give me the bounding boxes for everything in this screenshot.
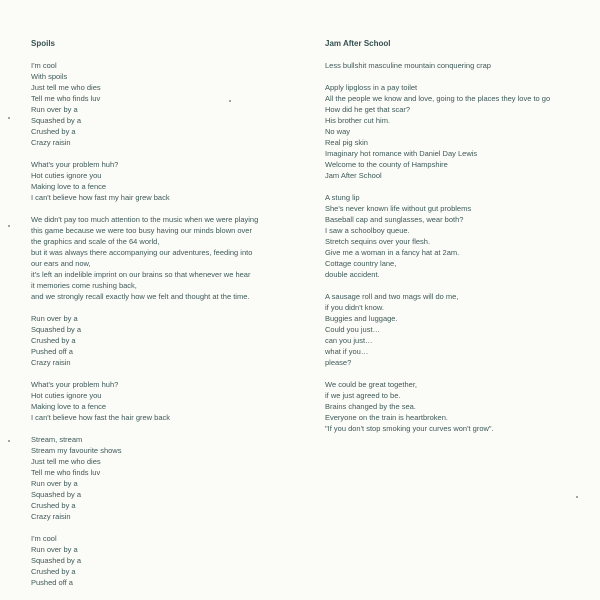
lyric-line: Just tell me who dies: [31, 457, 101, 466]
lyric-line: I'm cool: [31, 61, 57, 70]
lyric-line: What's your problem huh?: [31, 380, 119, 389]
lyric-line: what if you…: [325, 347, 369, 356]
lyric-line: Squashed by a: [31, 116, 82, 125]
lyric-line: Could you just…: [325, 325, 381, 334]
lyric-line: Squashed by a: [31, 490, 82, 499]
lyric-line: if you didn't know.: [325, 303, 384, 312]
right-lyrics-column: [325, 38, 587, 445]
lyric-line: Run over by a: [31, 105, 78, 114]
lyric-line: With spoils: [31, 72, 68, 81]
lyric-line: it's left an indelible imprint on our brains so that whenever we hear: [31, 270, 251, 279]
lyric-line: Crazy raisin: [31, 358, 71, 367]
song-title-jam-after-school: Jam After School: [325, 39, 391, 48]
lyric-line: No way: [325, 127, 351, 136]
lyric-line: Tell me who finds luv: [31, 468, 101, 477]
stanza: [325, 291, 587, 368]
lyric-line: Run over by a: [31, 314, 78, 323]
lyric-line: Buggies and luggage.: [325, 314, 398, 323]
lyric-line: His brother cut him.: [325, 116, 391, 125]
stanza: [325, 379, 587, 434]
lyric-line: Crushed by a: [31, 127, 76, 136]
scan-speck: [8, 117, 10, 119]
lyric-line: please?: [325, 358, 352, 367]
lyric-line: We didn't pay too much attention to the music when we were playing: [31, 215, 259, 224]
lyric-line: I'm cool: [31, 534, 57, 543]
lyric-line: Crushed by a: [31, 336, 76, 345]
scan-speck: [8, 225, 10, 227]
stanza: [31, 313, 293, 368]
scan-speck: [8, 440, 10, 442]
lyric-line: "If you don't stop smoking your curves won't grow".: [325, 424, 494, 433]
lyric-line: A stung lip: [325, 193, 360, 202]
left-stanzas: [31, 60, 293, 588]
lyric-line: double accident.: [325, 270, 380, 279]
stanza: [31, 533, 293, 588]
lyric-line: Give me a woman in a fancy hat at 2am.: [325, 248, 460, 257]
lyric-line: Pushed off a: [31, 578, 73, 587]
lyric-line: Squashed by a: [31, 325, 82, 334]
lyric-line: Crazy raisin: [31, 138, 71, 147]
lyric-line: Real pig skin: [325, 138, 368, 147]
lyric-line: I saw a schoolboy queue.: [325, 226, 410, 235]
lyric-line: our ears and now,: [31, 259, 91, 268]
lyric-line: Hot cuties ignore you: [31, 171, 102, 180]
stanza: [31, 434, 293, 522]
lyric-line: Welcome to the county of Hampshire: [325, 160, 448, 169]
lyric-line: Brains changed by the sea.: [325, 402, 416, 411]
stanza: [31, 379, 293, 423]
lyric-line: Crushed by a: [31, 567, 76, 576]
lyric-line: Making love to a fence: [31, 402, 107, 411]
lyric-line: A sausage roll and two mags will do me,: [325, 292, 459, 301]
lyric-line: it memories come rushing back,: [31, 281, 137, 290]
lyric-line: if we just agreed to be.: [325, 391, 401, 400]
lyric-line: Hot cuties ignore you: [31, 391, 102, 400]
lyric-line: Making love to a fence: [31, 182, 107, 191]
lyric-line: What's your problem huh?: [31, 160, 119, 169]
lyric-line: She's never known life without gut problems: [325, 204, 472, 213]
lyric-line: Stretch sequins over your flesh.: [325, 237, 431, 246]
lyric-line: Everyone on the train is heartbroken.: [325, 413, 448, 422]
lyric-line: Just tell me who dies: [31, 83, 101, 92]
lyric-line: Jam After School: [325, 171, 382, 180]
lyric-line: Run over by a: [31, 545, 78, 554]
stanza: [325, 192, 587, 280]
lyric-line: Imaginary hot romance with Daniel Day Lewis: [325, 149, 478, 158]
lyric-line: Stream my favourite shows: [31, 446, 122, 455]
scan-speck: [576, 496, 578, 498]
lyric-line: Run over by a: [31, 479, 78, 488]
lyric-line: Apply lipgloss in a pay toilet: [325, 83, 418, 92]
lyric-line: I can't believe how fast my hair grew back: [31, 193, 170, 202]
lyric-line: I can't believe how fast the hair grew back: [31, 413, 171, 422]
stanza: [31, 60, 293, 148]
lyric-line: Crazy raisin: [31, 512, 71, 521]
stanza: [31, 159, 293, 203]
lyric-line: We could be great together,: [325, 380, 418, 389]
scan-speck: [229, 100, 231, 102]
stanza: [325, 60, 587, 71]
stanza: [31, 214, 293, 302]
song-title-spoils: Spoils: [31, 39, 56, 48]
lyric-line: and we strongly recall exactly how we felt and thought at the time.: [31, 292, 250, 301]
lyric-line: Cottage country lane,: [325, 259, 397, 268]
stanza: [325, 82, 587, 181]
lyric-line: can you just…: [325, 336, 373, 345]
left-lyrics-column: [31, 38, 293, 599]
lyric-line: Crushed by a: [31, 501, 76, 510]
lyric-line: Pushed off a: [31, 347, 73, 356]
right-stanzas: [325, 60, 587, 434]
lyric-line: Tell me who finds luv: [31, 94, 101, 103]
lyric-line: this game because we were too busy having our minds blown over: [31, 226, 252, 235]
lyric-line: How did he get that scar?: [325, 105, 411, 114]
lyric-line: the graphics and scale of the 64 world,: [31, 237, 160, 246]
lyric-line: Less bullshit masculine mountain conquering crap: [325, 61, 491, 70]
lyric-line: Stream, stream: [31, 435, 83, 444]
lyric-line: but it was always there accompanying our adventures, feeding into: [31, 248, 253, 257]
lyric-line: Squashed by a: [31, 556, 82, 565]
lyric-line: All the people we know and love, going to the places they love to go: [325, 94, 551, 103]
lyric-line: Baseball cap and sunglasses, wear both?: [325, 215, 464, 224]
